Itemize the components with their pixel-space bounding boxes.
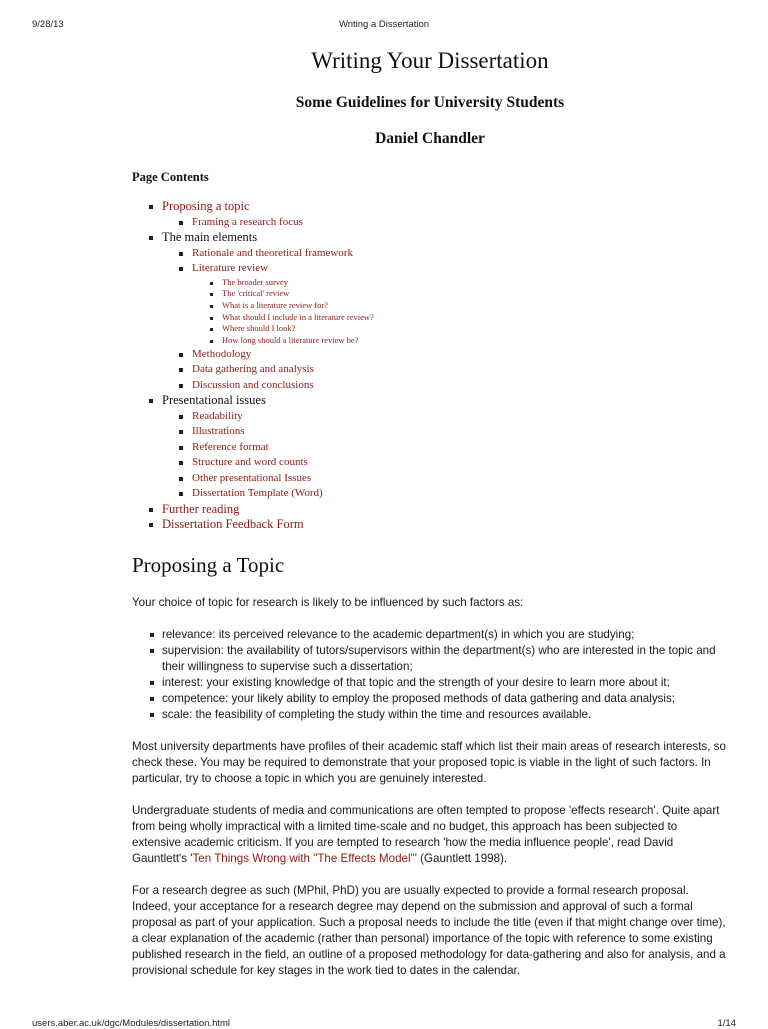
paragraph-text: ' (Gauntlett 1998). (414, 851, 508, 865)
toc-item (132, 393, 728, 502)
factor-supervision: supervision: the availability of tutors/supervisors within the department(s) who are interested in the topic and their willingness to supervise such a dissertation; (132, 643, 728, 675)
effects-model-link[interactable]: Ten Things Wrong with "The Effects Model" (192, 851, 415, 865)
factor-relevance: relevance: its perceived relevance to the academic department(s) in which you are studying; (132, 627, 728, 643)
page-number: 1/14 (717, 1018, 736, 1029)
toc-link-template[interactable]: Dissertation Template (Word) (192, 487, 323, 500)
toc-link-reference-format[interactable]: Reference format (192, 440, 269, 453)
toc-item (132, 230, 728, 393)
toc-item (162, 215, 728, 231)
toc-heading: Page Contents (132, 170, 209, 184)
toc-item (132, 502, 728, 518)
toc-link-rationale[interactable]: Rationale and theoretical framework (192, 246, 353, 259)
toc-item (192, 335, 728, 347)
toc-item (162, 424, 728, 440)
toc-link-what-for[interactable]: What is a literature review for? (222, 299, 328, 310)
toc-item (162, 455, 728, 471)
toc-link-data-gathering[interactable]: Data gathering and analysis (192, 363, 314, 376)
toc-link-what-include[interactable]: What should I include in a literature review? (222, 311, 374, 322)
toc-item (132, 517, 728, 533)
toc-item (162, 261, 728, 347)
toc-item (162, 378, 728, 394)
toc-item (162, 486, 728, 502)
toc-item (162, 347, 728, 363)
toc-link-illustrations[interactable]: Illustrations (192, 425, 245, 438)
toc-link-methodology[interactable]: Methodology (192, 347, 252, 360)
page-subtitle: Some Guidelines for University Students (295, 94, 565, 111)
toc-item (162, 471, 728, 487)
toc-item (162, 440, 728, 456)
author-name: Daniel Chandler (375, 130, 485, 147)
paragraph-staff-profiles: Most university departments have profiles of their academic staff which list their main areas of research interests, so check these. You may be required to demonstrate that your proposed topic is viable in the light of such factors. In particular, try to choose a topic in which you are genuinely interested. (132, 739, 726, 785)
table-of-contents (132, 199, 728, 533)
toc-link-proposing-a-topic[interactable]: Proposing a topic (162, 199, 250, 213)
paragraph-research-proposal: For a research degree as such (MPhil, PhD) you are usually expected to provide a formal research proposal. Indeed, your acceptance for a research degree may depend on the submission and approval of such a formal proposal as part of your application. Such a proposal needs to include the title (even if that might change over time), a clear explanation of the academic (rather than personal) importance of the topic with reference to some existing published research in the field, an outline of a proposed methodology for data-gathering and also for analysis, and a provisional schedule for key stages in the work tied to dates in the calendar. (132, 883, 726, 977)
print-date: 9/28/13 (32, 19, 64, 30)
paragraph-text: Undergraduate students of media and communications are often tempted to propose 'effects research'. Quite apart from being wholly impractical with a limited time-scale and no budget, this approach has been subjected to extensive academic criticism. If you are tempted to research 'how the media influence people', read David Gauntlett's ' (132, 803, 720, 865)
paragraph-effects-research (132, 803, 728, 867)
factor-list (132, 627, 728, 723)
toc-item (192, 277, 728, 289)
factor-competence: competence: your likely ability to employ the proposed methods of data gathering and data analysis; (132, 691, 728, 707)
toc-item (192, 312, 728, 324)
toc-link-other-issues[interactable]: Other presentational Issues (192, 471, 312, 484)
toc-link-critical-review[interactable]: The 'critical' review (222, 288, 290, 299)
toc-item (192, 300, 728, 312)
toc-item (132, 199, 728, 230)
toc-link-discussion[interactable]: Discussion and conclusions (192, 378, 314, 391)
toc-link-broader-survey[interactable]: The broader survey (222, 276, 289, 287)
toc-label-presentational-issues: Presentational issues (162, 393, 266, 408)
toc-item (162, 246, 728, 262)
toc-link-framing-a-research-focus[interactable]: Framing a research focus (192, 215, 303, 228)
factor-interest: interest: your existing knowledge of that topic and the strength of your desire to learn more about it; (132, 675, 728, 691)
document-page (132, 42, 728, 979)
toc-item (162, 362, 728, 378)
toc-link-how-long[interactable]: How long should a literature review be? (222, 335, 359, 346)
intro-paragraph: Your choice of topic for research is likely to be influenced by such factors as: (132, 595, 524, 609)
section-heading: Proposing a Topic (132, 552, 285, 577)
print-page-title: Writing a Dissertation (338, 19, 430, 30)
toc-link-further-reading[interactable]: Further reading (162, 501, 240, 516)
toc-link-feedback-form[interactable]: Dissertation Feedback Form (162, 517, 304, 532)
page-url: users.aber.ac.uk/dgc/Modules/dissertation.html (32, 1018, 231, 1029)
toc-item (162, 409, 728, 425)
page-title: Writing Your Dissertation (311, 48, 549, 73)
toc-link-structure[interactable]: Structure and word counts (192, 456, 308, 469)
toc-item (192, 323, 728, 335)
section-body (132, 595, 728, 979)
factor-scale: scale: the feasibility of completing the study within the time and resources available. (132, 707, 728, 723)
print-header (32, 19, 736, 30)
toc-link-literature-review[interactable]: Literature review (192, 262, 269, 274)
toc-label-main-elements: The main elements (162, 230, 258, 244)
toc-item (192, 288, 728, 300)
toc-link-readability[interactable]: Readability (192, 409, 243, 422)
toc-link-where-look[interactable]: Where should I look? (222, 323, 296, 334)
